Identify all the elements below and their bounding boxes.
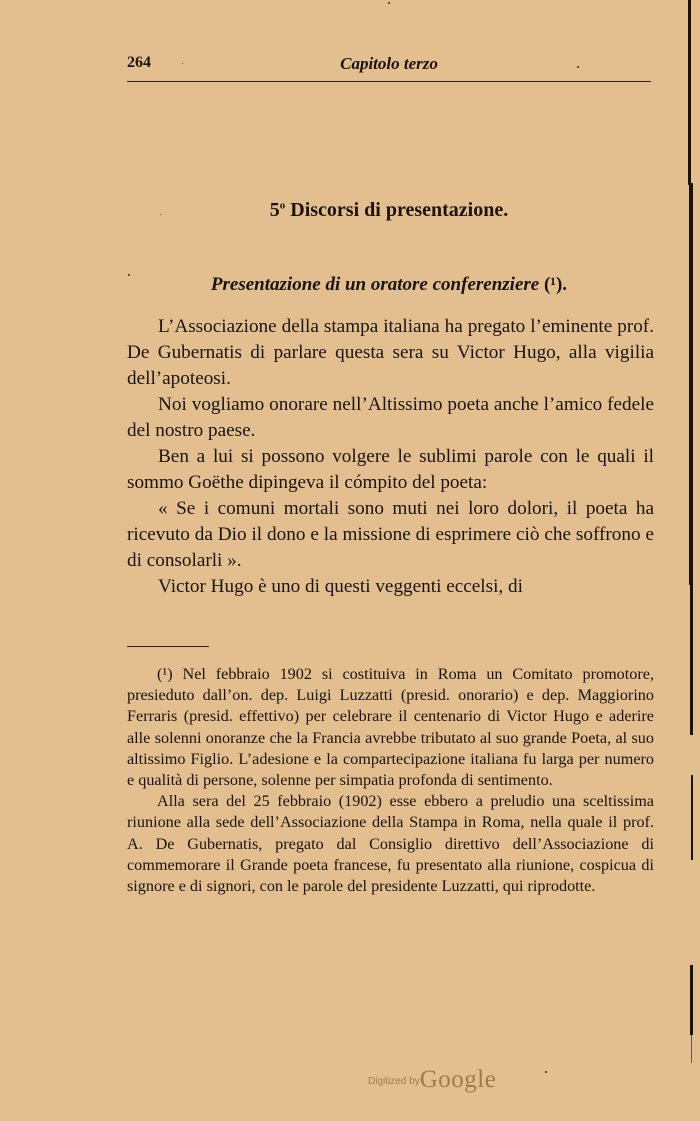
footnote-paragraph: (¹) Nel febbraio 1902 si costituiva in Roma un Comitato promotore, presieduto dall’on. dep. Luigi Luzzatti (presid. onorario) e dep. Maggiorino Ferraris (presid. effettivo) per celebrare il centenario di Victor Hugo e aderire alle solenni onoranze che la Francia avrebbe tributato al suo grande Poeta, al suo altissimo Figlio. L’adesione e la compartecipazione italiana fu larga per numero e qualità di persone, solenne per simpatia profonda di sentimento. <box>127 665 654 790</box>
page-edge-shadow <box>689 183 693 585</box>
body-paragraph: Victor Hugo è uno di questi veggenti eccelsi, di <box>158 576 523 597</box>
page-edge-shadow <box>690 585 693 735</box>
running-title: Capitolo terzo <box>340 54 438 73</box>
subsection-title: Presentazione di un oratore conferenziere <box>210 274 540 295</box>
scan-speck <box>577 66 579 68</box>
scan-speck <box>388 2 390 4</box>
footnote <box>127 664 654 897</box>
footnote-paragraph: Alla sera del 25 febbraio (1902) esse ebbero a preludio una sceltissima riunione alla sede dell’Associazione della Stampa in Roma, nella quale il prof. A. De Gubernatis, pregato dal Consiglio direttivo dell’Associazione di commemorare il Grande poeta francese, fu presentato alla riunione, cospicua di signore e di signori, con le parole del presidente Luzzatti, qui riprodotte. <box>127 792 654 896</box>
page-edge-shadow <box>691 775 693 860</box>
digitized-by-watermark <box>368 1066 496 1094</box>
body-text <box>127 314 654 600</box>
footnote-reference: (¹). <box>543 274 568 295</box>
page-edge-shadow <box>690 965 693 1035</box>
body-paragraph: Noi vogliamo onorare nell’Altissimo poeta anche l’amico fedele del nostro paese. <box>127 394 654 441</box>
page-number: 264 <box>127 54 151 71</box>
watermark-prefix: Digitized by <box>368 1076 420 1087</box>
footnote-rule <box>127 646 209 647</box>
section-heading <box>127 199 651 222</box>
body-paragraph: « Se i comuni mortali sono muti nei loro dolori, il poeta ha ricevuto da Dio il dono e la missione di esprimere ciò che soffrono e di consolarli ». <box>127 498 654 571</box>
google-logo: Google <box>419 1066 497 1093</box>
header-rule <box>127 81 651 82</box>
body-paragraph: Ben a lui si possono volgere le sublimi parole con le quali il sommo Goëthe dipingeva il cómpito del poeta: <box>127 446 654 493</box>
page-edge-shadow <box>688 0 691 185</box>
scan-speck <box>545 1071 547 1073</box>
body-paragraph: L’Associazione della stampa italiana ha pregato l’eminente prof. De Gubernatis di parlare questa sera su Victor Hugo, alla vigilia dell’apoteosi. <box>127 316 654 389</box>
scan-speck <box>128 274 130 276</box>
scan-speck <box>182 63 183 64</box>
running-head <box>127 54 651 78</box>
scan-speck <box>160 214 161 215</box>
page-edge-shadow <box>691 1035 692 1063</box>
section-number-ordinal: o <box>279 199 286 212</box>
section-title: Discorsi di presentazione. <box>290 199 509 221</box>
subsection-heading <box>127 274 651 296</box>
section-number: 5 <box>269 199 280 221</box>
